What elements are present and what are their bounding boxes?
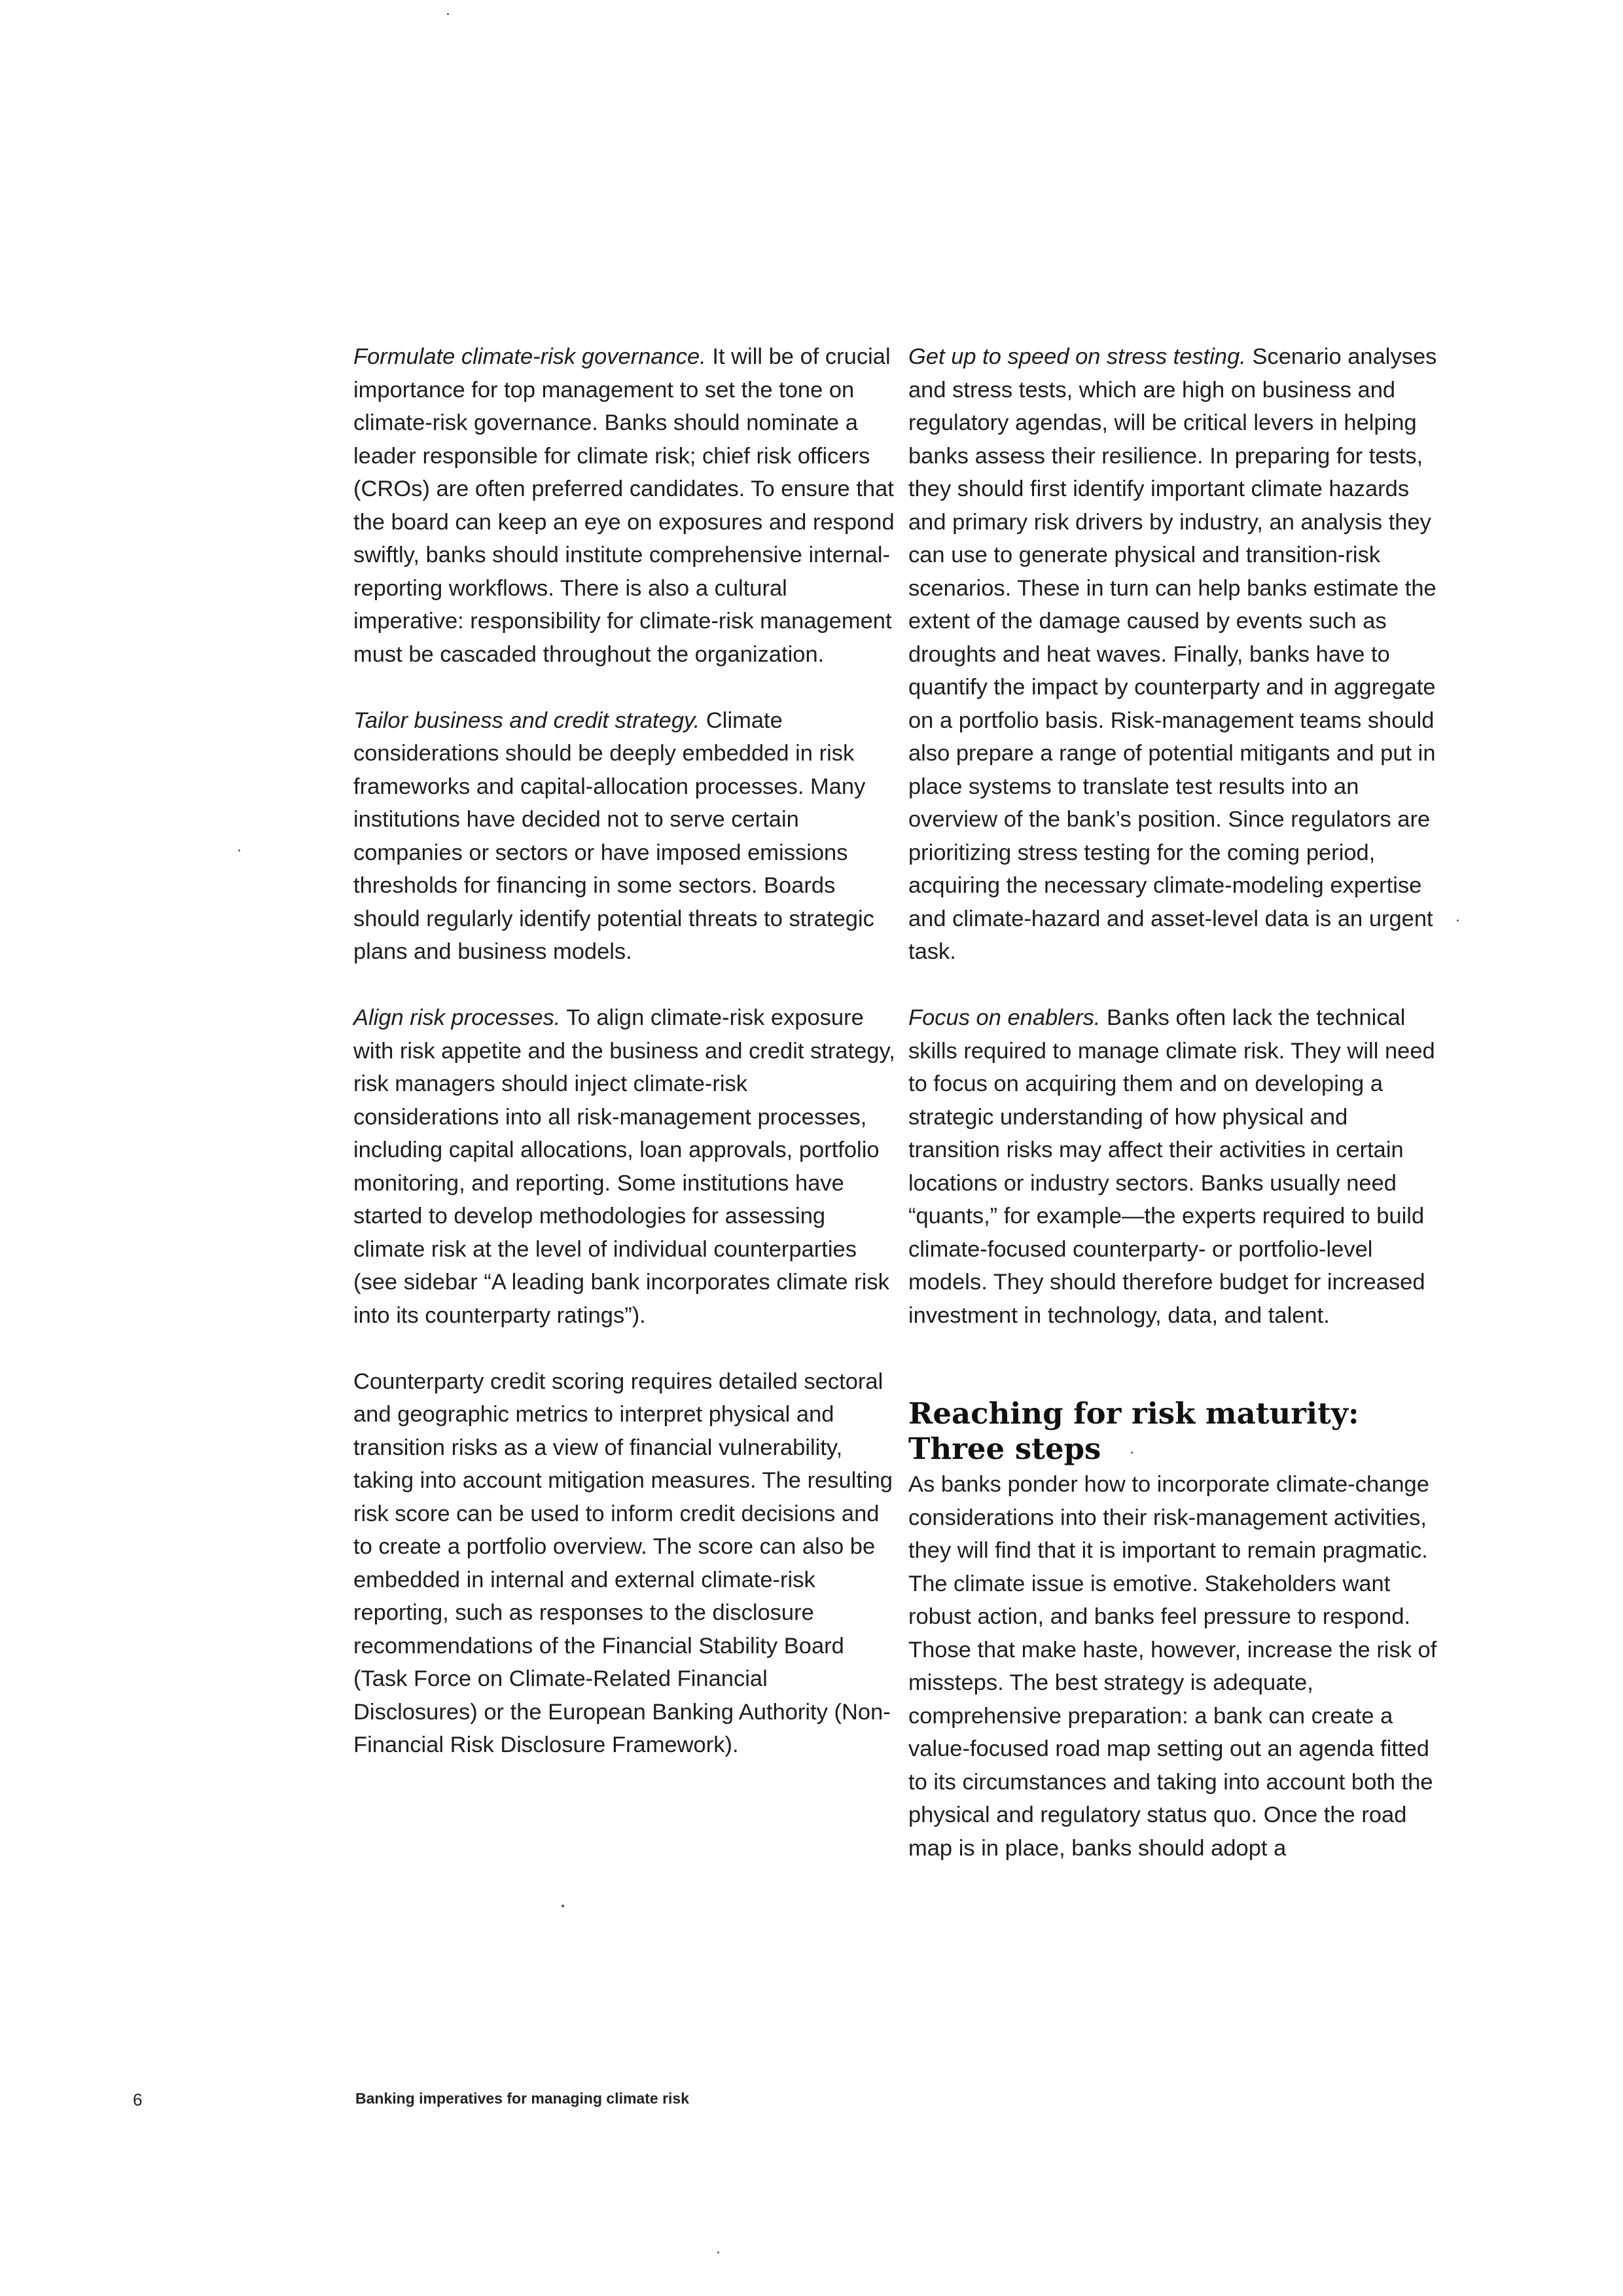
paragraph-text: Banks often lack the technical skills required to manage climate risk. They will need to focus on acquiring them and on developing a strategic understanding of how physical and transition risks may affect their activities in certain locations or industry sectors. Banks usually need “quants,” for example—the experts required to build climate-focused counterparty- or portfolio-level models. They should therefore budget for increased investment in technology, data, and talent. [908,1005,1435,1328]
section-heading-line-2: Three steps [908,1431,1101,1466]
paragraph-risk-processes [353,1001,897,1332]
running-title: Banking imperatives for managing climate risk [355,2090,689,2107]
paragraph-text: As banks ponder how to incorporate climate-change considerations into their risk-management activities, they will find that it is important to remain pragmatic. The climate issue is emotive. Stakeholders want robust action, and banks feel pressure to respond. Those that make haste, however, increase the risk of missteps. The best strategy is adequate, comprehensive preparation: a bank can create a value-focused road map setting out an agenda fitted to its circumstances and taking into account both the physical and regulatory status quo. Once the road map is in place, banks should adopt a [908,1472,1437,1861]
paragraph-enablers [908,1001,1445,1332]
scan-speck [562,1905,564,1907]
paragraph-lead: Tailor business and credit strategy. [353,708,700,733]
paragraph-strategy [353,704,897,969]
paragraph-text: Climate considerations should be deeply embedded in risk frameworks and capital-allocation processes. Many institutions have decided not to serve certain companies or sectors or have imposed emissions thresholds for financing in some sectors. Boards should regularly identify potential threats to strategic plans and business models. [353,708,874,964]
paragraph-credit-scoring [353,1365,897,1762]
paragraph-text: Counterparty credit scoring requires detailed sectoral and geographic metrics to interpret physical and transition risks as a view of financial vulnerability, taking into account mitigation measures. The resulting risk score can be used to inform credit decisions and to create a portfolio overview. The score can also be embedded in internal and external climate-risk reporting, such as responses to the disclosure recommendations of the Financial Stability Board (Task Force on Climate-Related Financial Disclosures) or the European Banking Authority (Non-Financial Risk Disclosure Framework). [353,1369,893,1757]
paragraph-text: It will be of crucial importance for top management to set the tone on climate-risk governance. Banks should nominate a leader responsible for climate risk; chief risk officers (CROs) are often preferred candidates. To ensure that the board can keep an eye on exposures and respond swiftly, banks should institute comprehensive internal-reporting workflows. There is also a cultural imperative: responsibility for climate-risk management must be cascaded throughout the organization. [353,344,895,667]
paragraph-text: To align climate-risk exposure with risk appetite and the business and credit strategy, risk managers should inject climate-risk considerations into all risk-management processes, including capital allocations, loan approvals, portfolio monitoring, and reporting. Some institutions have started to develop methodologies for assessing climate risk at the level of individual counterparties (see sidebar “A leading bank incorporates climate risk into its counterparty ratings”). [353,1005,895,1328]
right-column [908,340,1445,1898]
section-heading-line-1: Reaching for risk maturity: [908,1396,1359,1431]
scan-speck [717,2251,719,2253]
section-heading [908,1396,1445,1467]
paragraph-risk-maturity [908,1468,1445,1865]
scan-speck [447,13,449,15]
paragraph-lead: Align risk processes. [353,1005,561,1030]
paragraph-text: Scenario analyses and stress tests, which are high on business and regulatory agendas, will be critical levers in helping banks assess their resilience. In preparing for tests, they should first identify important climate hazards and primary risk drivers by industry, an analysis they can use to generate physical and transition-risk scenarios. These in turn can help banks estimate the extent of the damage caused by events such as droughts and heat waves. Finally, banks have to quantify the impact by counterparty and in aggregate on a portfolio basis. Risk-management teams should also prepare a range of potential mitigants and put in place systems to translate test results into an overview of the bank’s position. Since regulators are prioritizing stress testing for the coming period, acquiring the necessary climate-modeling expertise and climate-hazard and asset-level data is an urgent task. [908,344,1437,964]
page-number: 6 [133,2090,143,2109]
scan-speck [1457,920,1459,922]
scan-speck [1131,1452,1133,1454]
scan-speck [238,850,240,852]
paragraph-governance [353,340,897,671]
paragraph-lead: Formulate climate-risk governance. [353,344,706,369]
paragraph-stress-testing [908,340,1445,969]
left-column [353,340,897,1795]
paragraph-lead: Focus on enablers. [908,1005,1101,1030]
paragraph-lead: Get up to speed on stress testing. [908,344,1246,369]
